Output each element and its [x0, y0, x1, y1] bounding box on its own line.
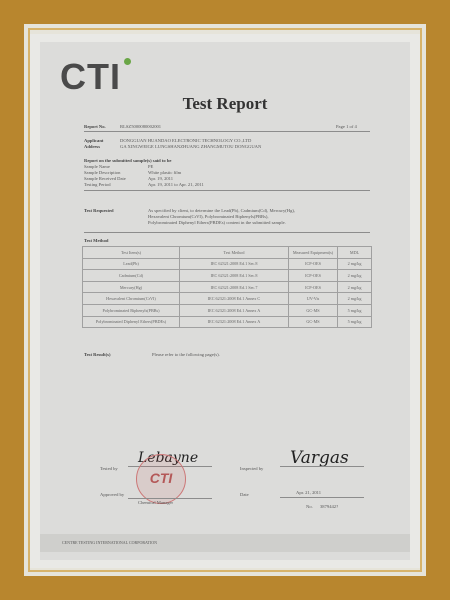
- approved-by-label: Approved by: [100, 492, 125, 497]
- number-value: 3879442?: [320, 504, 339, 509]
- test-requested-label: Test Requested: [84, 208, 114, 213]
- table-header: Test Method: [180, 247, 289, 259]
- test-method-table: [82, 246, 372, 328]
- testing-period-label: Testing Period: [84, 182, 111, 187]
- table-cell: Mercury(Hg): [83, 281, 180, 293]
- address-label: Address: [84, 144, 100, 149]
- table-cell: 2 mg/kg: [338, 281, 372, 293]
- test-method-label: Test Method: [84, 238, 109, 243]
- table-cell: Cadmium(Cd): [83, 270, 180, 282]
- test-requested-line-3: Polybrominated Diphenyl Ethers(PBDEs) content in the submitted sample.: [148, 220, 286, 225]
- inspected-by-signature: Vargas: [290, 448, 349, 468]
- footer-bar: [40, 534, 410, 552]
- table-row: [83, 281, 372, 293]
- table-cell: IEC 62321:2008 Ed.1 Sec.8: [180, 258, 289, 270]
- table-cell: GC-MS: [289, 304, 338, 316]
- tested-by-label: Tested by: [100, 466, 118, 471]
- table-header-row: [83, 247, 372, 259]
- table-cell: IEC 62321:2008 Ed.1 Annex A: [180, 316, 289, 328]
- address: GA XINGWEIGE LUNGSHANZHUANG ZHANGMUTOU DONGGUAN: [120, 144, 262, 149]
- table-header: Test Item(s): [83, 247, 180, 259]
- table-cell: 2 mg/kg: [338, 293, 372, 305]
- inspected-by-label: Inspected by: [240, 466, 264, 471]
- table-cell: IEC 62321:2008 Ed.1 Sec.8: [180, 270, 289, 282]
- testing-period: Apr. 19, 2011 to Apr. 21, 2011: [148, 182, 204, 187]
- table-header: MDL: [338, 247, 372, 259]
- sample-desc-label: Sample Description: [84, 170, 121, 175]
- table-cell: Hexavalent Chromium(CrVI): [83, 293, 180, 305]
- sample-name-label: Sample Name: [84, 164, 110, 169]
- date-label: Date: [240, 492, 249, 497]
- table-row: [83, 316, 372, 328]
- applicant: DONGGUAN HUANDAO ELECTRONIC TECHNOLOGY CO.,LTD: [120, 138, 252, 143]
- table-cell: IEC 62321:2008 Ed.1 Annex A: [180, 304, 289, 316]
- page-number: Page 1 of 4: [336, 124, 357, 129]
- test-results-value: Please refer to the following page(s).: [152, 352, 220, 357]
- test-requested-line-2: Hexavalent Chromium(CrVI), Polybrominated Biphenyls(PBBs),: [148, 214, 269, 219]
- table-cell: Lead(Pb): [83, 258, 180, 270]
- report-title: Test Report: [182, 94, 268, 113]
- table-cell: ICP-OES: [289, 281, 338, 293]
- table-cell: 2 mg/kg: [338, 258, 372, 270]
- report-no-label: Report No.: [84, 124, 106, 129]
- table-cell: Polybrominated Biphenyls(PBBs): [83, 304, 180, 316]
- table-cell: ICP-OES: [289, 270, 338, 282]
- test-report-document: [40, 42, 410, 560]
- sample-name: PE: [148, 164, 154, 169]
- footer-company: CENTRE TESTING INTERNATIONAL CORPORATION: [62, 540, 157, 545]
- company-seal: CTI: [136, 454, 186, 504]
- date-value: Apr. 21, 2011: [296, 490, 322, 495]
- table-cell: UV-Vis: [289, 293, 338, 305]
- table-cell: 5 mg/kg: [338, 316, 372, 328]
- table-cell: ICP-OES: [289, 258, 338, 270]
- received-date: Apr. 19, 2011: [148, 176, 174, 181]
- table-row: [83, 293, 372, 305]
- table-row: [83, 270, 372, 282]
- test-requested-line-1: As specified by client, to determine the Lead(Pb), Cadmium(Cd), Mercury(Hg),: [148, 208, 296, 213]
- tested-by-signature: Lebayne: [138, 450, 199, 466]
- received-date-label: Sample Received Date: [84, 176, 126, 181]
- cti-logo: CTI: [60, 56, 121, 98]
- table-header: Measured Equipment(s): [289, 247, 338, 259]
- table-cell: IEC 62321:2008 Ed.1 Sec.7: [180, 281, 289, 293]
- table-row: [83, 258, 372, 270]
- applicant-label: Applicant: [84, 138, 104, 143]
- report-no: RLSZ5000080002001: [120, 124, 162, 129]
- table-row: [83, 304, 372, 316]
- table-cell: 2 mg/kg: [338, 270, 372, 282]
- table-cell: IEC 62321:2008 Ed.1 Annex C: [180, 293, 289, 305]
- table-cell: GC-MS: [289, 316, 338, 328]
- submitted-heading: Report on the submitted sample(s) said to be: [84, 158, 172, 163]
- test-results-label: Test Result(s): [84, 352, 111, 357]
- table-cell: Polybrominated Diphenyl Ethers(PBDEs): [83, 316, 180, 328]
- number-label: No.: [306, 504, 313, 509]
- signature-role: Chemical Manager: [138, 500, 174, 505]
- table-cell: 5 mg/kg: [338, 304, 372, 316]
- sample-desc: White plastic film: [148, 170, 182, 175]
